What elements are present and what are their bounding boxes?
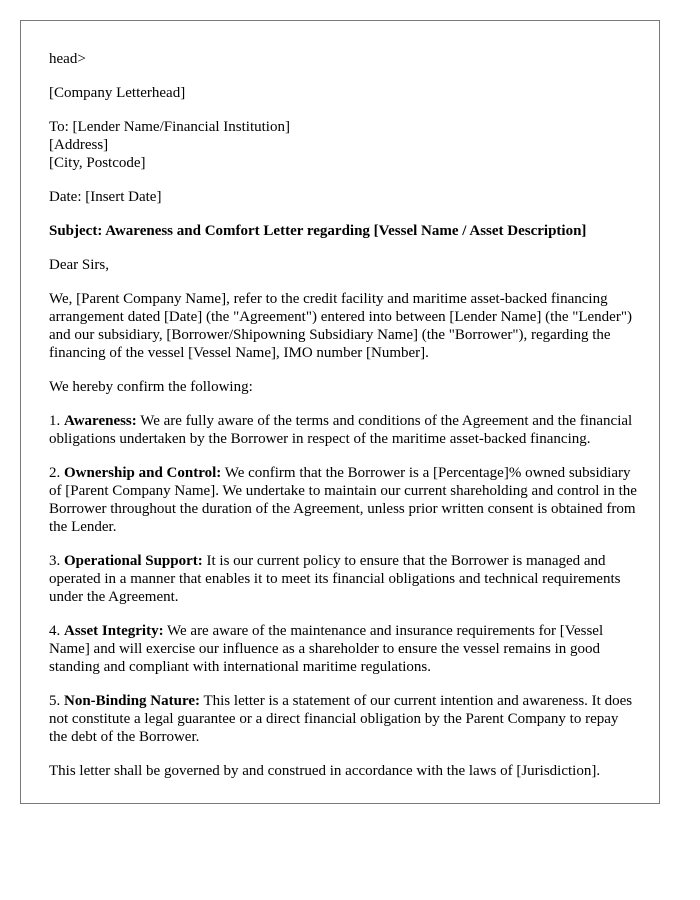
stray-markup-text: head>: [49, 51, 86, 67]
confirm-statement: We hereby confirm the following:: [49, 379, 253, 395]
item-number: 4.: [49, 623, 64, 639]
item-text: This letter is a statement of our current intention and awareness. It does not constitute a legal guarantee or a direct financial obligation by the Parent Company to repay the debt of the Borrower.: [49, 693, 633, 745]
letter-page: [20, 20, 660, 804]
item-text: We confirm that the Borrower is a [Percentage]% owned subsidiary of [Parent Company Name]. We undertake to maintain our current shareholding and control in the Borrower throughout the duration of the Agreement, unless prior written consent is obtained from the Lender.: [49, 465, 637, 535]
item-number: 1.: [49, 413, 64, 429]
governing-law-paragraph: This letter shall be governed by and construed in accordance with the laws of [Jurisdiction].: [49, 763, 601, 779]
item-text: It is our current policy to ensure that the Borrower is managed and operated in a manner that enables it to meet its financial obligations and technical requirements under the Agreement.: [49, 553, 621, 605]
letter-content: [49, 50, 639, 796]
item-heading: Awareness:: [64, 413, 137, 429]
item-number: 5.: [49, 693, 64, 709]
item-heading: Ownership and Control:: [64, 465, 222, 481]
list-item-operational-support: [49, 552, 639, 606]
item-heading: Non-Binding Nature:: [64, 693, 200, 709]
item-heading: Asset Integrity:: [64, 623, 164, 639]
recipient-address: [Address]: [49, 137, 109, 153]
list-item-awareness: [49, 412, 639, 448]
letter-subject: Subject: Awareness and Comfort Letter regarding [Vessel Name / Asset Description]: [49, 223, 587, 239]
list-item-ownership: [49, 464, 639, 536]
recipient-city: [City, Postcode]: [49, 155, 146, 171]
list-item-non-binding: [49, 692, 639, 746]
list-item-asset-integrity: [49, 622, 639, 676]
company-letterhead: [Company Letterhead]: [49, 85, 186, 101]
intro-paragraph: We, [Parent Company Name], refer to the credit facility and maritime asset-backed financing arrangement dated [Date] (the "Agreement") entered into between [Lender Name] (the "Lender") and our subsidiary, [Borrower/Shipowning Subsidiary Name] (the "Borrower"), regarding the financing of the vessel [Vessel Name], IMO number [Number].: [49, 291, 632, 361]
recipient-block: [49, 118, 639, 172]
item-text: We are aware of the maintenance and insurance requirements for [Vessel Name] and will exercise our influence as a shareholder to ensure the vessel remains in good standing and compliant with international maritime regulations.: [49, 623, 604, 675]
item-heading: Operational Support:: [64, 553, 203, 569]
recipient-name: To: [Lender Name/Financial Institution]: [49, 119, 290, 135]
salutation: Dear Sirs,: [49, 257, 109, 273]
letter-date: Date: [Insert Date]: [49, 189, 162, 205]
item-number: 2.: [49, 465, 64, 481]
item-number: 3.: [49, 553, 64, 569]
item-text: We are fully aware of the terms and conditions of the Agreement and the financial obligations undertaken by the Borrower in respect of the maritime asset-backed financing.: [49, 413, 633, 447]
